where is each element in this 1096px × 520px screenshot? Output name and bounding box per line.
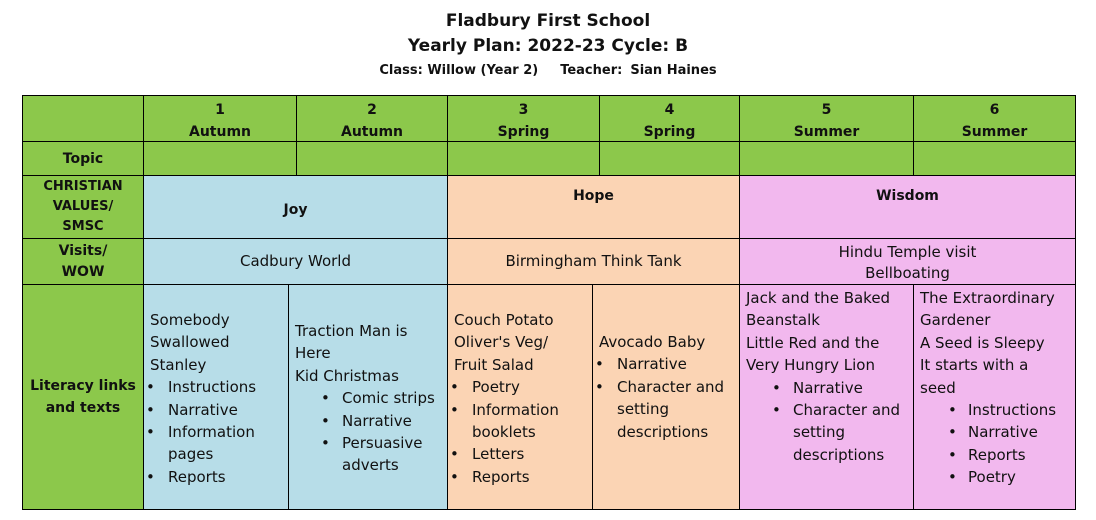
- term-header-4: [599, 95, 740, 142]
- book-title: Oliver's Veg/: [454, 333, 549, 352]
- term-header-3: [447, 95, 600, 142]
- term-number: 2: [367, 102, 377, 118]
- row-label-visits: [22, 238, 144, 285]
- list-item: • Comic strips: [295, 387, 443, 409]
- term-season: Summer: [961, 124, 1028, 140]
- list-item: • Character and: [746, 399, 909, 421]
- plan-title: Yearly Plan: 2022-23 Cycle: B: [407, 36, 689, 56]
- term-number: 3: [518, 102, 529, 118]
- list-item: • Narrative: [295, 410, 443, 432]
- list-item: • Narrative: [593, 353, 735, 375]
- literacy-term-3: [447, 284, 593, 510]
- list-item-continuation: descriptions: [793, 445, 885, 464]
- list-item: • Information: [448, 399, 588, 421]
- visits-label-line: WOW: [61, 263, 105, 280]
- list-item: • Letters: [448, 443, 588, 465]
- school-title: Fladbury First School: [445, 11, 651, 31]
- book-title: It starts with a: [920, 356, 1029, 375]
- values-label-line: CHRISTIAN: [43, 179, 123, 194]
- book-title: Here: [295, 344, 331, 363]
- topic-cell-5: [739, 141, 914, 176]
- class-teacher-line: [0, 63, 1096, 78]
- list-item: • Reports: [144, 466, 284, 488]
- term-number: 6: [989, 102, 1000, 118]
- topic-cell-1: [143, 141, 297, 176]
- list-item-continuation: setting: [617, 400, 670, 419]
- term-season: Spring: [643, 124, 696, 140]
- visit-spring-text: Birmingham Think Tank: [505, 252, 682, 270]
- book-title: Fruit Salad: [454, 355, 534, 374]
- term-number: 5: [821, 102, 832, 118]
- list-item-continuation: descriptions: [617, 422, 709, 441]
- topic-label: Topic: [62, 150, 104, 167]
- visit-summer-line: Bellboating: [865, 264, 950, 282]
- visits-label-line: Visits/: [58, 242, 108, 259]
- list-item: • Reports: [448, 466, 588, 488]
- book-title: Stanley: [150, 355, 207, 374]
- literacy-term-2: [288, 284, 448, 510]
- class-text: Class: Willow (Year 2): [379, 63, 539, 78]
- list-item: • Poetry: [920, 466, 1071, 488]
- values-label-line: VALUES/: [52, 199, 114, 214]
- book-title: Very Hungry Lion: [746, 356, 875, 375]
- list-item: • Reports: [920, 444, 1071, 466]
- list-item: • Narrative: [920, 421, 1071, 443]
- literacy-label-line: and texts: [45, 400, 121, 416]
- book-title: Jack and the Baked: [746, 289, 891, 307]
- term-header-1: [143, 95, 297, 142]
- term-header-2: [296, 95, 448, 142]
- term-season: Summer: [793, 124, 860, 140]
- visit-summer: [739, 238, 1076, 285]
- term-number: 1: [215, 102, 225, 118]
- visit-summer-line: Hindu Temple visit: [838, 243, 977, 261]
- list-item: • Character and: [593, 376, 735, 398]
- list-item: • Instructions: [920, 399, 1071, 421]
- book-title: The Extraordinary: [920, 289, 1055, 307]
- book-title: Avocado Baby: [599, 333, 706, 351]
- term-season: Autumn: [188, 124, 251, 140]
- book-title: Beanstalk: [746, 311, 820, 330]
- book-title: A Seed is Sleepy: [920, 333, 1045, 352]
- row-label-topic: [22, 141, 144, 176]
- list-item: • Information: [144, 421, 284, 443]
- list-item-continuation: booklets: [472, 423, 536, 442]
- literacy-term-1: [143, 284, 289, 510]
- list-item-continuation: setting: [793, 423, 846, 442]
- literacy-label-line: Literacy links: [30, 378, 136, 394]
- values-label-line: SMSC: [62, 219, 104, 234]
- book-title: Kid Christmas: [295, 366, 399, 385]
- book-title: Little Red and the: [746, 333, 880, 352]
- value-summer: [739, 175, 1076, 239]
- book-title: Couch Potato: [454, 311, 554, 329]
- book-title: Traction Man is: [295, 322, 408, 340]
- list-item-continuation: pages: [168, 445, 214, 464]
- term-header-5: [739, 95, 914, 142]
- term-header-6: [913, 95, 1076, 142]
- book-title: seed: [920, 378, 956, 397]
- topic-cell-6: [913, 141, 1076, 176]
- topic-cell-4: [599, 141, 740, 176]
- term-season: Autumn: [340, 124, 403, 140]
- value-summer-text: Wisdom: [876, 188, 939, 204]
- corner-cell: [22, 95, 144, 142]
- list-item-continuation: adverts: [342, 456, 399, 475]
- book-title: Somebody: [150, 311, 230, 329]
- topic-cell-3: [447, 141, 600, 176]
- list-item: • Poetry: [448, 376, 588, 398]
- visit-autumn-text: Cadbury World: [239, 252, 351, 270]
- literacy-term-5: [739, 284, 914, 510]
- visit-autumn: [143, 238, 448, 285]
- list-item: • Narrative: [144, 399, 284, 421]
- book-title: Gardener: [920, 311, 991, 330]
- visit-spring: [447, 238, 740, 285]
- value-spring-text: Hope: [573, 188, 614, 204]
- literacy-term-6: [913, 284, 1076, 510]
- value-autumn-text: Joy: [283, 202, 308, 218]
- list-item: • Narrative: [746, 377, 909, 399]
- value-autumn: [143, 175, 448, 239]
- book-title: Swallowed: [150, 333, 230, 352]
- list-item: • Instructions: [144, 376, 284, 398]
- literacy-term-4: [592, 284, 740, 510]
- teacher-name: Sian Haines: [630, 63, 717, 78]
- term-season: Spring: [497, 124, 550, 140]
- row-label-values: [22, 175, 144, 239]
- term-number: 4: [664, 102, 675, 118]
- row-label-literacy: [22, 284, 144, 510]
- teacher-label: Teacher:: [560, 63, 623, 78]
- list-item: • Persuasive: [295, 432, 443, 454]
- topic-cell-2: [296, 141, 448, 176]
- value-spring: [447, 175, 740, 239]
